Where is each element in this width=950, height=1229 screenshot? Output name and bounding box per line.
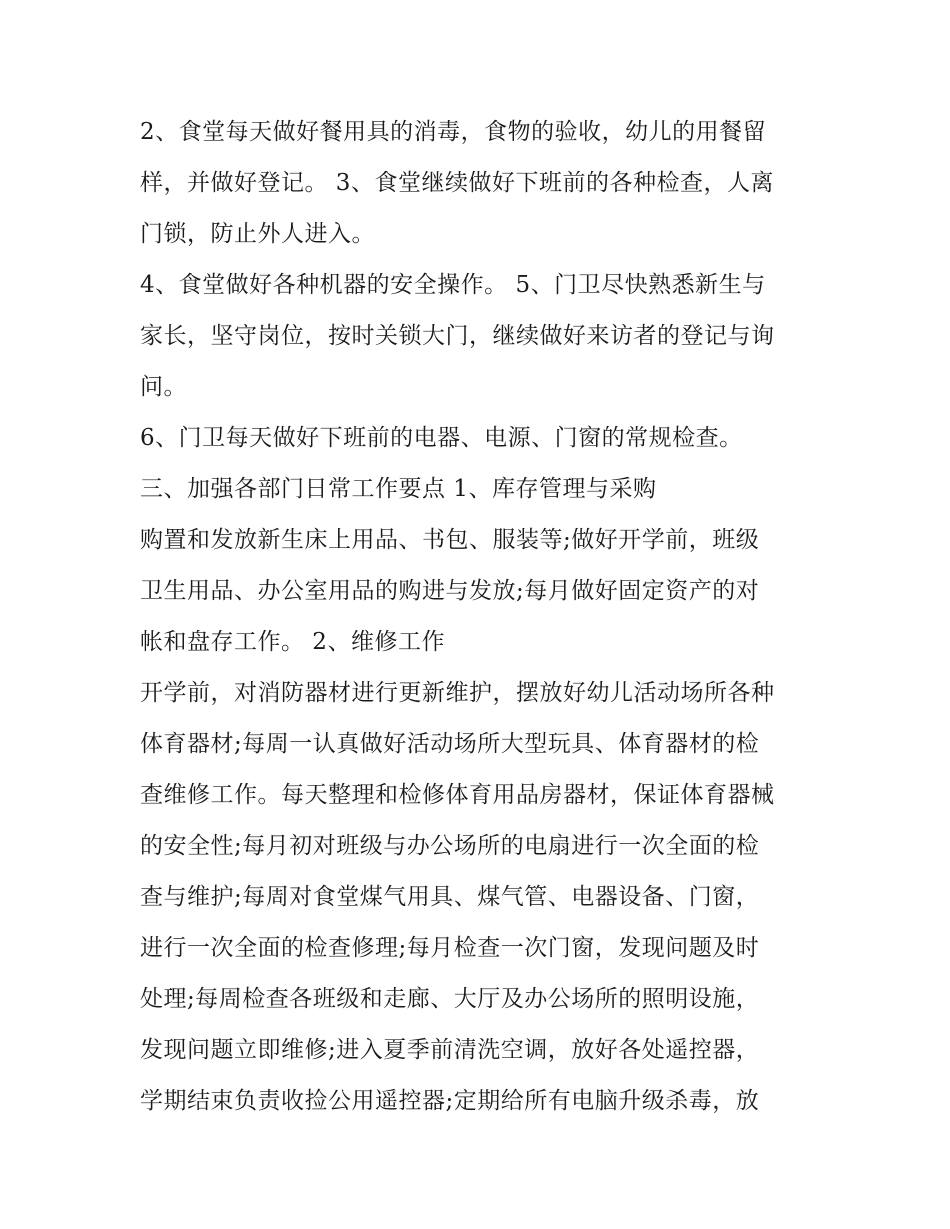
text-line: 的安全性;每月初对班级与办公场所的电扇进行一次全面的检 (140, 833, 760, 859)
text-line: 家长，坚守岗位，按时关锁大门，继续做好来访者的登记与询 (140, 323, 775, 349)
text-line: 帐和盘存工作。 2、维修工作 (140, 629, 445, 655)
text-line: 购置和发放新生床上用品、书包、服装等;做好开学前，班级 (140, 527, 760, 553)
text-line: 卫生用品、办公室用品的购进与发放;每月做好固定资产的对 (140, 578, 760, 604)
text-line: 4、食堂做好各种机器的安全操作。 5、门卫尽快熟悉新生与 (140, 272, 766, 298)
text-line: 问。 (140, 374, 187, 400)
document-body (140, 107, 820, 1127)
text-line: 学期结束负责收捡公用遥控器;定期给所有电脑升级杀毒，放 (140, 1088, 760, 1114)
text-line: 开学前，对消防器材进行更新维护，摆放好幼儿活动场所各种 (140, 680, 775, 706)
text-line: 发现问题立即维修;进入夏季前清洗空调，放好各处遥控器， (140, 1037, 760, 1063)
text-line: 查维修工作。每天整理和检修体育用品房器材，保证体育器械 (140, 782, 775, 808)
text-line: 2、食堂每天做好餐用具的消毒，食物的验收，幼儿的用餐留 (140, 119, 767, 145)
text-line: 处理;每周检查各班级和走廊、大厅及办公场所的照明设施， (140, 986, 760, 1012)
text-line: 查与维护;每周对食堂煤气用具、煤气管、电器设备、门窗， (140, 884, 760, 910)
text-line: 体育器材;每周一认真做好活动场所大型玩具、体育器材的检 (140, 731, 760, 757)
text-line: 6、门卫每天做好下班前的电器、电源、门窗的常规检查。 (140, 425, 743, 451)
text-line: 门锁，防止外人进入。 (140, 221, 375, 247)
text-line: 样，并做好登记。 3、食堂继续做好下班前的各种检查，人离 (140, 170, 774, 196)
text-line: 进行一次全面的检查修理;每月检查一次门窗，发现问题及时 (140, 935, 760, 961)
section-heading-line: 三、加强各部门日常工作要点 1、库存管理与采购 (140, 476, 657, 502)
